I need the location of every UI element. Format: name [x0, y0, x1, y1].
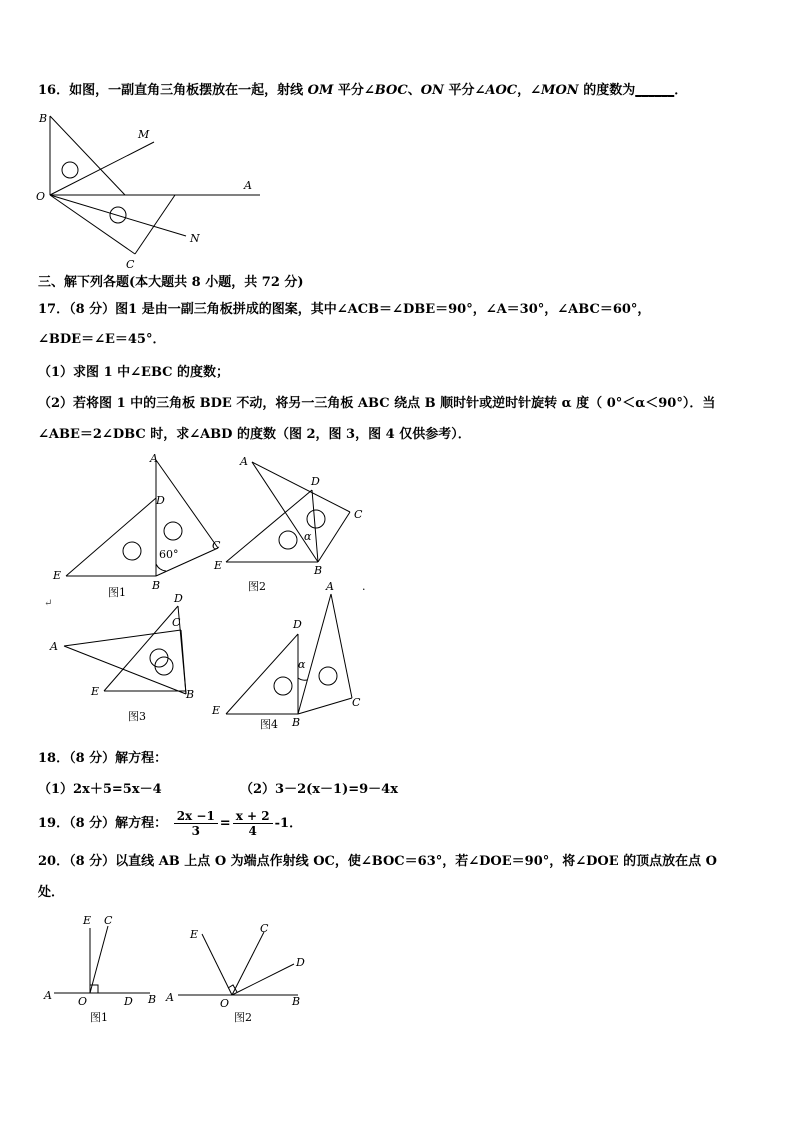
- fig4-label-e: E: [212, 704, 221, 717]
- q20-fig2-label-e: E: [190, 928, 199, 941]
- angle-boc: ∠BOC: [363, 83, 408, 98]
- fig4-alpha: α: [298, 658, 306, 671]
- q16-figure: [30, 108, 270, 273]
- angle-mon: ∠MON: [530, 83, 579, 98]
- fig3-caption: 图3: [128, 710, 146, 723]
- q17-part1: （1）求图 1 中∠EBC 的度数；: [38, 365, 230, 380]
- fig2-caption: 图2: [248, 580, 266, 593]
- q17-line2: ∠BDE＝∠E＝45°．: [38, 332, 166, 347]
- section-title: 三、解下列各题(本大题共 8 小题，共 72 分): [38, 275, 304, 290]
- q17-part2b: ∠ABE＝2∠DBC 时，求∠ABD 的度数（图 2，图 3，图 4 仅供参考）．: [38, 427, 471, 442]
- q20-figure2: [160, 918, 320, 1028]
- q16-text-a: 如图，一副直角三角板摆放在一起，射线: [69, 83, 304, 98]
- q20-line2: 处．: [38, 885, 65, 900]
- fig1-label-c: C: [212, 539, 221, 552]
- q17-figure4: [206, 576, 381, 736]
- q16-text-b: 平分: [337, 83, 364, 98]
- q20-fig2-label-a: A: [166, 991, 174, 1004]
- q20-fig1-label-b: B: [148, 993, 157, 1006]
- fig1-caption: 图1: [108, 586, 126, 599]
- answer-blank: ______: [635, 83, 675, 98]
- fig3-label-b: B: [186, 688, 195, 701]
- q16-statement: [38, 82, 687, 100]
- ray-om: OM: [307, 83, 334, 98]
- fig1-label-a: A: [150, 452, 158, 465]
- q18-part1: （1）2x＋5=5x－4: [38, 782, 162, 797]
- equals-sign: =: [219, 816, 231, 831]
- fig2-alpha: α: [304, 530, 312, 543]
- q16-end: ．: [674, 83, 688, 98]
- q16-number: 16．: [38, 83, 70, 98]
- fig4-label-a: A: [326, 580, 334, 593]
- q20-line1: 20．（8 分）以直线 AB 上点 O 为端点作射线 OC，使∠BOC＝63°，若∠DOE＝90°，将∠DOE 的顶点放在点 O: [38, 854, 718, 869]
- q16-text-f: 的度数为: [583, 83, 636, 98]
- q16-text-e: ，: [517, 83, 531, 98]
- fig1-label-d: D: [156, 494, 165, 507]
- ray-on: ON: [420, 83, 444, 98]
- q20-fig1-label-a: A: [44, 989, 52, 1002]
- fig1-label-b: B: [152, 579, 161, 592]
- paragraph-mark: ↵: [44, 598, 53, 609]
- q18-title: 18．（8 分）解方程：: [38, 751, 168, 766]
- q19-suffix: -1．: [274, 816, 303, 831]
- fig3-label-e: E: [91, 685, 100, 698]
- fig4-label-b: B: [292, 716, 301, 729]
- label-c: C: [126, 258, 135, 271]
- q20-fig1-label-c: C: [104, 914, 113, 927]
- angle-aoc: ∠AOC: [474, 83, 518, 98]
- fig4-label-d: D: [293, 618, 302, 631]
- q20-fig2-label-b: B: [292, 995, 301, 1008]
- fraction-left: [174, 809, 218, 838]
- fig3-label-a: A: [50, 640, 58, 653]
- fig4-label-c: C: [352, 696, 361, 709]
- fig1-angle-60: 60°: [159, 548, 179, 561]
- q20-fig1-label-e: E: [83, 914, 92, 927]
- fig4-caption: 图4: [260, 718, 278, 731]
- fig2-label-d: D: [311, 475, 320, 488]
- label-a: A: [244, 179, 252, 192]
- q20-fig2-label-c: C: [260, 922, 269, 935]
- frac1-numerator: 2x −1: [174, 809, 218, 824]
- fig3-label-d: D: [174, 592, 183, 605]
- fig2-label-b: B: [314, 564, 323, 577]
- q20-fig2-label-o: O: [220, 997, 230, 1010]
- q19-statement: [38, 806, 302, 842]
- frac2-denominator: 4: [248, 824, 257, 838]
- q17-line1: 17．（8 分）图1 是由一副三角板拼成的图案，其中∠ACB＝∠DBE＝90°，∠A＝30°，∠ABC＝60°，: [38, 302, 651, 317]
- frac2-numerator: x + 2: [233, 809, 273, 824]
- q20-figure1: [40, 908, 170, 1028]
- label-o: O: [36, 190, 46, 203]
- stray-dot: .: [362, 580, 366, 593]
- label-m: M: [138, 128, 150, 141]
- fig2-label-a: A: [240, 455, 248, 468]
- q20-fig2-label-d: D: [296, 956, 305, 969]
- q19-prefix: 19．（8 分）解方程：: [38, 816, 168, 831]
- fig2-label-e: E: [214, 559, 223, 572]
- q20-fig1-label-o: O: [78, 995, 88, 1008]
- q20-fig1-label-d: D: [124, 995, 133, 1008]
- frac1-denominator: 3: [191, 824, 200, 838]
- q20-fig1-caption: 图1: [90, 1011, 108, 1024]
- label-b: B: [39, 112, 48, 125]
- label-n: N: [190, 232, 200, 245]
- fig1-label-e: E: [53, 569, 62, 582]
- q16-text-c: 、: [407, 83, 421, 98]
- q18-part2: （2）3－2(x－1)=9－4x: [240, 782, 398, 797]
- fig3-label-c: C: [172, 616, 181, 629]
- q17-figure1: [48, 452, 228, 600]
- fraction-right: [233, 809, 273, 838]
- q17-part2a: （2）若将图 1 中的三角板 BDE 不动，将另一三角板 ABC 绕点 B 顺时针或逆时针旋转 α 度（ 0°＜α＜90°）．当: [38, 396, 716, 411]
- fig2-label-c: C: [354, 508, 363, 521]
- q17-figure3: [44, 590, 214, 730]
- q16-text-d: 平分: [448, 83, 475, 98]
- q20-fig2-caption: 图2: [234, 1011, 252, 1024]
